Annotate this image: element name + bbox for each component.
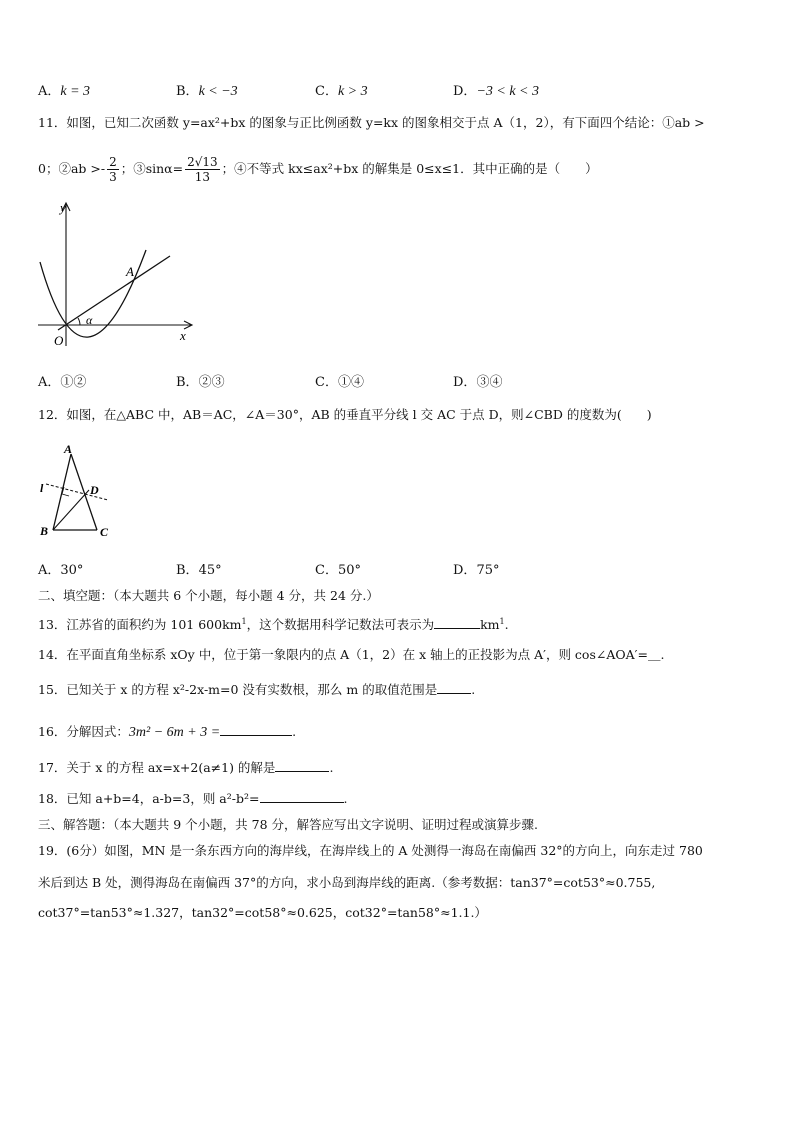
q13-answer-blank[interactable] xyxy=(434,616,480,629)
q12-side-ab xyxy=(53,454,71,530)
q12-stem: 12．如图，在△ABC 中，AB＝AC，∠A＝30°，AB 的垂直平分线 l 交 AC 于点 D，则∠CBD 的度数为( ) xyxy=(38,407,652,422)
q16-expression: 3m² − 6m + 3 = xyxy=(128,725,221,740)
q11-stem-line2: 0；②ab >- $\frac{2}{3}$ ；③sinα= $\frac{2√13}{13}$ ；④不等式 kx≤ax²+bx 的解集是 0≤x≤1．其中正确的是（ ） xyxy=(38,155,598,184)
q10-option-d-math: −3 < k < 3 xyxy=(476,84,539,99)
q12-option-b: B．45° xyxy=(176,563,222,578)
q10-option-b-math: k < −3 xyxy=(198,84,238,99)
q12-line-l xyxy=(46,484,108,500)
q14-stem: 14．在平面直角坐标系 xOy 中，位于第一象限内的点 A（1，2）在 x 轴上的正投影为点 A′，则 cos∠AOA′=＿. xyxy=(38,647,665,662)
q11-x-label: x xyxy=(180,328,186,343)
q11-graph xyxy=(36,198,198,348)
q17-answer-blank[interactable] xyxy=(275,759,329,772)
q17-stem: 17．关于 x 的方程 ax=x+2(a≠1) 的解是 . xyxy=(38,760,334,775)
q10-option-c-math: k > 3 xyxy=(337,84,368,99)
q16-answer-blank[interactable] xyxy=(220,723,292,736)
q12-label-l: l xyxy=(40,481,44,495)
q19-line3: cot37°=tan53°≈1.327，tan32°=cot58°≈0.625，cot32°=tan58°≈1.1.） xyxy=(38,905,487,920)
q10-option-a: A．k = 3 xyxy=(38,84,91,99)
q11-stem-line1: 11．如图，已知二次函数 y=ax²+bx 的图象与正比例函数 y=kx 的图象相交于点 A（1，2），有下面四个结论：①ab > xyxy=(38,115,705,130)
q12-label-d: D xyxy=(90,483,99,497)
q10-option-d: D．−3 < k < 3 xyxy=(453,84,539,99)
q12-label-c: C xyxy=(100,525,109,539)
q11-option-d: D．③④ xyxy=(453,375,503,390)
q11-fraction-sin: $\frac{2√13}{13}$ xyxy=(187,155,218,184)
q11-angle-arc xyxy=(78,318,80,325)
q11-option-b: B．②③ xyxy=(176,375,225,390)
q11-fraction-two-thirds: $\frac{2}{3}$ xyxy=(109,155,117,184)
q11-point-a-label: A xyxy=(126,264,134,279)
q18-stem: 18．已知 a+b=4，a-b=3，则 a²-b²= . xyxy=(38,791,348,806)
q11-angle-label: α xyxy=(86,313,93,327)
q13-stem: 13．江苏省的面积约为 101 $600km^1$，这个数据用科学记数法可表示为 $km^1$. xyxy=(38,617,509,633)
q11-option-c: C．①④ xyxy=(315,375,364,390)
q12-triangle-figure xyxy=(34,440,118,544)
q12-label-b: B xyxy=(40,524,49,538)
q19-line2: 米后到达 B 处，测得海岛在南偏西 37°的方向，求小岛到海岸线的距离.（参考数据：tan37°=cot53°≈0.755, xyxy=(38,875,656,890)
section-fill-in-heading: 二、填空题：（本大题共 6 个小题，每小题 4 分，共 24 分.） xyxy=(38,588,379,603)
q10-option-b: B．k < −3 xyxy=(176,84,238,99)
q10-option-a-math: k = 3 xyxy=(60,84,91,99)
q11-origin-label: O xyxy=(54,333,64,348)
q11-line-kx xyxy=(58,256,170,330)
q12-label-a: A xyxy=(64,442,73,456)
q12-option-a: A．30° xyxy=(38,563,84,578)
q10-option-c: C．k > 3 xyxy=(315,84,368,99)
q11-option-a: A．①② xyxy=(38,375,87,390)
q19-line1: 19．(6分）如图，MN 是一条东西方向的海岸线，在海岸线上的 A 处测得一海岛在南偏西 32°的方向上，向东走过 780 xyxy=(38,843,703,858)
q15-answer-blank[interactable] xyxy=(437,681,471,694)
q12-option-c: C．50° xyxy=(315,563,361,578)
q16-stem: 16．分解因式：3m² − 6m + 3 = . xyxy=(38,724,297,740)
q18-answer-blank[interactable] xyxy=(260,790,344,803)
q11-y-label: y xyxy=(60,200,66,215)
q12-option-d: D．75° xyxy=(453,563,500,578)
q15-stem: 15．已知关于 x 的方程 x²-2x-m=0 没有实数根，那么 m 的取值范围是 . xyxy=(38,682,476,697)
section-solve-heading: 三、解答题：（本大题共 9 个小题，共 78 分，解答应写出文字说明、证明过程或演算步骤. xyxy=(38,817,538,832)
